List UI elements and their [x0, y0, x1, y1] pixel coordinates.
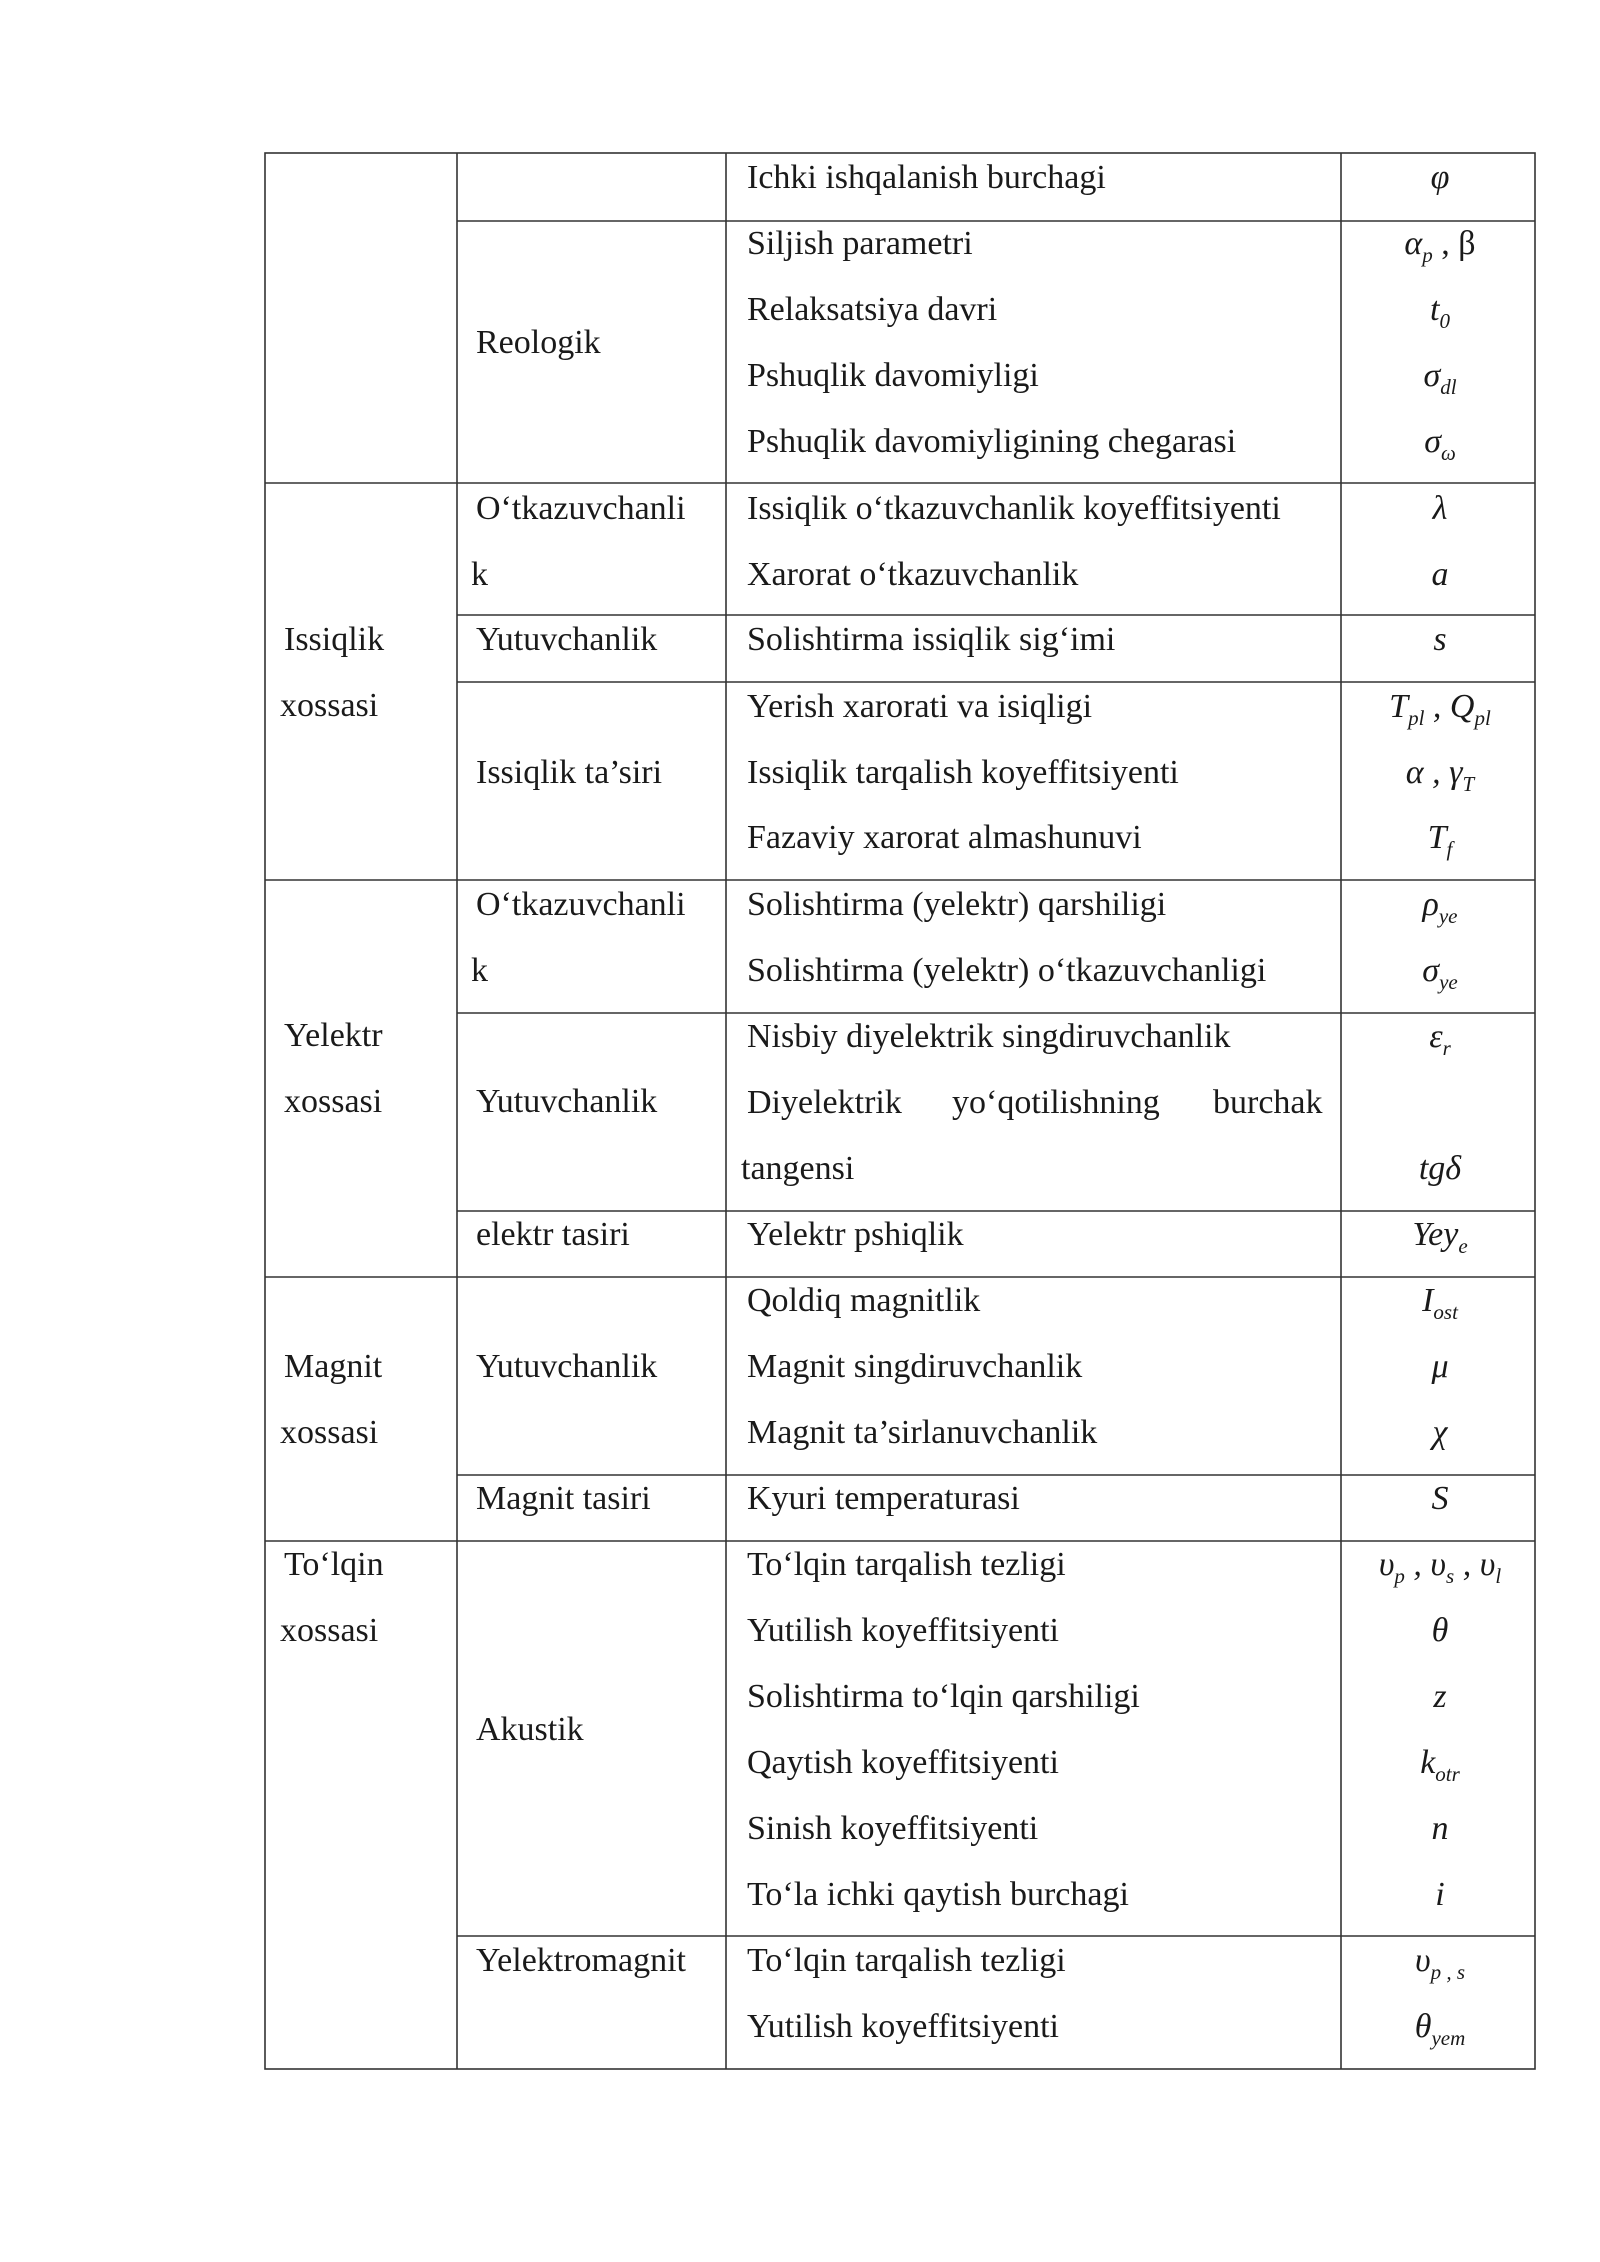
symbol: $\upsilon_p$ , $\upsilon_s$ , $\upsilon_l$: [1378, 1546, 1502, 1588]
property-label: Yelektr: [284, 1017, 383, 1054]
symbol: n: [1431, 1810, 1449, 1847]
symbol: μ: [1431, 1348, 1449, 1385]
parameter-name: Nisbiy diyelektrik singdiruvchanlik: [747, 1018, 1231, 1055]
parameter-name: Solishtirma to‘lqin qarshiligi: [747, 1678, 1140, 1715]
parameter-name: To‘la ichki qaytish burchagi: [747, 1876, 1129, 1913]
group-label: Akustik: [476, 1711, 584, 1748]
symbol: $\sigma_{dl}$: [1423, 357, 1457, 399]
parameter-name: Issiqlik o‘tkazuvchanlik koyeffitsiyenti: [747, 490, 1281, 527]
parameter-name: Kyuri temperaturasi: [747, 1480, 1020, 1517]
parameter-name: Yutilish koyeffitsiyenti: [747, 2008, 1059, 2045]
symbol: z: [1433, 1678, 1447, 1715]
symbol: $\theta_{yem}$: [1414, 2008, 1466, 2050]
group-label: O‘tkazuvchanli: [476, 886, 686, 923]
parameter-name: Sinish koyeffitsiyenti: [747, 1810, 1039, 1847]
parameter-name: Issiqlik tarqalish koyeffitsiyenti: [747, 754, 1179, 791]
symbol: S: [1431, 1480, 1449, 1517]
parameter-name: Fazaviy xarorat almashunuvi: [747, 819, 1142, 856]
parameter-name: To‘lqin tarqalish tezligi: [747, 1942, 1066, 1979]
parameter-name: Yutilish koyeffitsiyenti: [747, 1612, 1059, 1649]
group-label: Yutuvchanlik: [476, 1083, 658, 1120]
parameter-name: yo‘qotilishning: [952, 1084, 1160, 1121]
symbol: $T_f$: [1427, 819, 1453, 861]
parameter-name: Solishtirma (yelektr) qarshiligi: [747, 886, 1167, 923]
symbol: a: [1431, 556, 1449, 593]
group-label: Yutuvchanlik: [476, 621, 658, 658]
parameter-name: Pshuqlik davomiyligi: [747, 357, 1039, 394]
property-label: xossasi: [284, 1083, 383, 1120]
parameter-name: Magnit singdiruvchanlik: [747, 1348, 1083, 1385]
parameter-name: Qaytish koyeffitsiyenti: [747, 1744, 1059, 1781]
symbol: s: [1433, 621, 1447, 658]
property-label: Issiqlik: [284, 621, 385, 658]
symbol: $I_{ost}$: [1422, 1282, 1458, 1324]
symbol: θ: [1431, 1612, 1449, 1649]
group-label: k: [471, 952, 488, 989]
property-label: Magnit: [284, 1348, 383, 1385]
symbol: χ: [1432, 1414, 1448, 1451]
parameter-name: Magnit ta’sirlanuvchanlik: [747, 1414, 1098, 1451]
symbol: $\sigma_\omega$: [1424, 423, 1456, 465]
symbol: Yey$_e$: [1412, 1216, 1468, 1258]
parameter-name: Xarorat o‘tkazuvchanlik: [747, 556, 1079, 593]
symbol: $\alpha_p$ , β: [1404, 225, 1476, 267]
symbol: α , $\gamma_T$: [1405, 754, 1475, 796]
group-label: Reologik: [476, 324, 601, 361]
symbol: $\upsilon_{p , s}$: [1414, 1942, 1466, 1984]
parameter-name: Siljish parametri: [747, 225, 973, 262]
symbol: $T_{pl}$ , $Q_{pl}$: [1389, 688, 1491, 730]
symbol: $\varepsilon_r$: [1429, 1018, 1451, 1060]
symbol: i: [1435, 1876, 1445, 1913]
symbol: $k_{otr}$: [1420, 1744, 1460, 1786]
parameter-name: burchak: [1213, 1084, 1323, 1121]
parameter-name: tangensi: [741, 1150, 855, 1187]
parameter-name: Pshuqlik davomiyligining chegarasi: [747, 423, 1237, 460]
parameter-name: Diyelektrik: [747, 1084, 902, 1121]
parameter-name: Yelektr pshiqlik: [747, 1216, 964, 1253]
group-label: Yutuvchanlik: [476, 1348, 658, 1385]
property-label: To‘lqin: [284, 1546, 384, 1583]
group-label: Issiqlik ta’siri: [476, 754, 663, 791]
property-label: xossasi: [280, 1612, 379, 1649]
symbol: $\sigma_{ye}$: [1422, 952, 1458, 994]
property-label: xossasi: [280, 1414, 379, 1451]
group-label: O‘tkazuvchanli: [476, 490, 686, 527]
parameter-name: Solishtirma issiqlik sig‘imi: [747, 621, 1116, 658]
parameter-name: Ichki ishqalanish burchagi: [747, 159, 1106, 196]
group-label: Yelektromagnit: [476, 1942, 686, 1979]
symbol: $t_0$: [1430, 291, 1450, 333]
group-label: k: [471, 556, 488, 593]
symbol: φ: [1430, 159, 1450, 196]
parameter-name: Relaksatsiya davri: [747, 291, 998, 328]
parameter-name: Yerish xarorati va isiqligi: [747, 688, 1093, 725]
symbol: tgδ: [1418, 1150, 1462, 1187]
symbol: $\rho_{ye}$: [1422, 886, 1458, 928]
symbol: λ: [1432, 490, 1448, 527]
property-label: xossasi: [280, 687, 379, 724]
parameter-name: To‘lqin tarqalish tezligi: [747, 1546, 1066, 1583]
parameter-name: Solishtirma (yelektr) o‘tkazuvchanligi: [747, 952, 1267, 989]
group-label: elektr tasiri: [476, 1216, 630, 1253]
parameter-name: Qoldiq magnitlik: [747, 1282, 981, 1319]
group-label: Magnit tasiri: [476, 1480, 651, 1517]
